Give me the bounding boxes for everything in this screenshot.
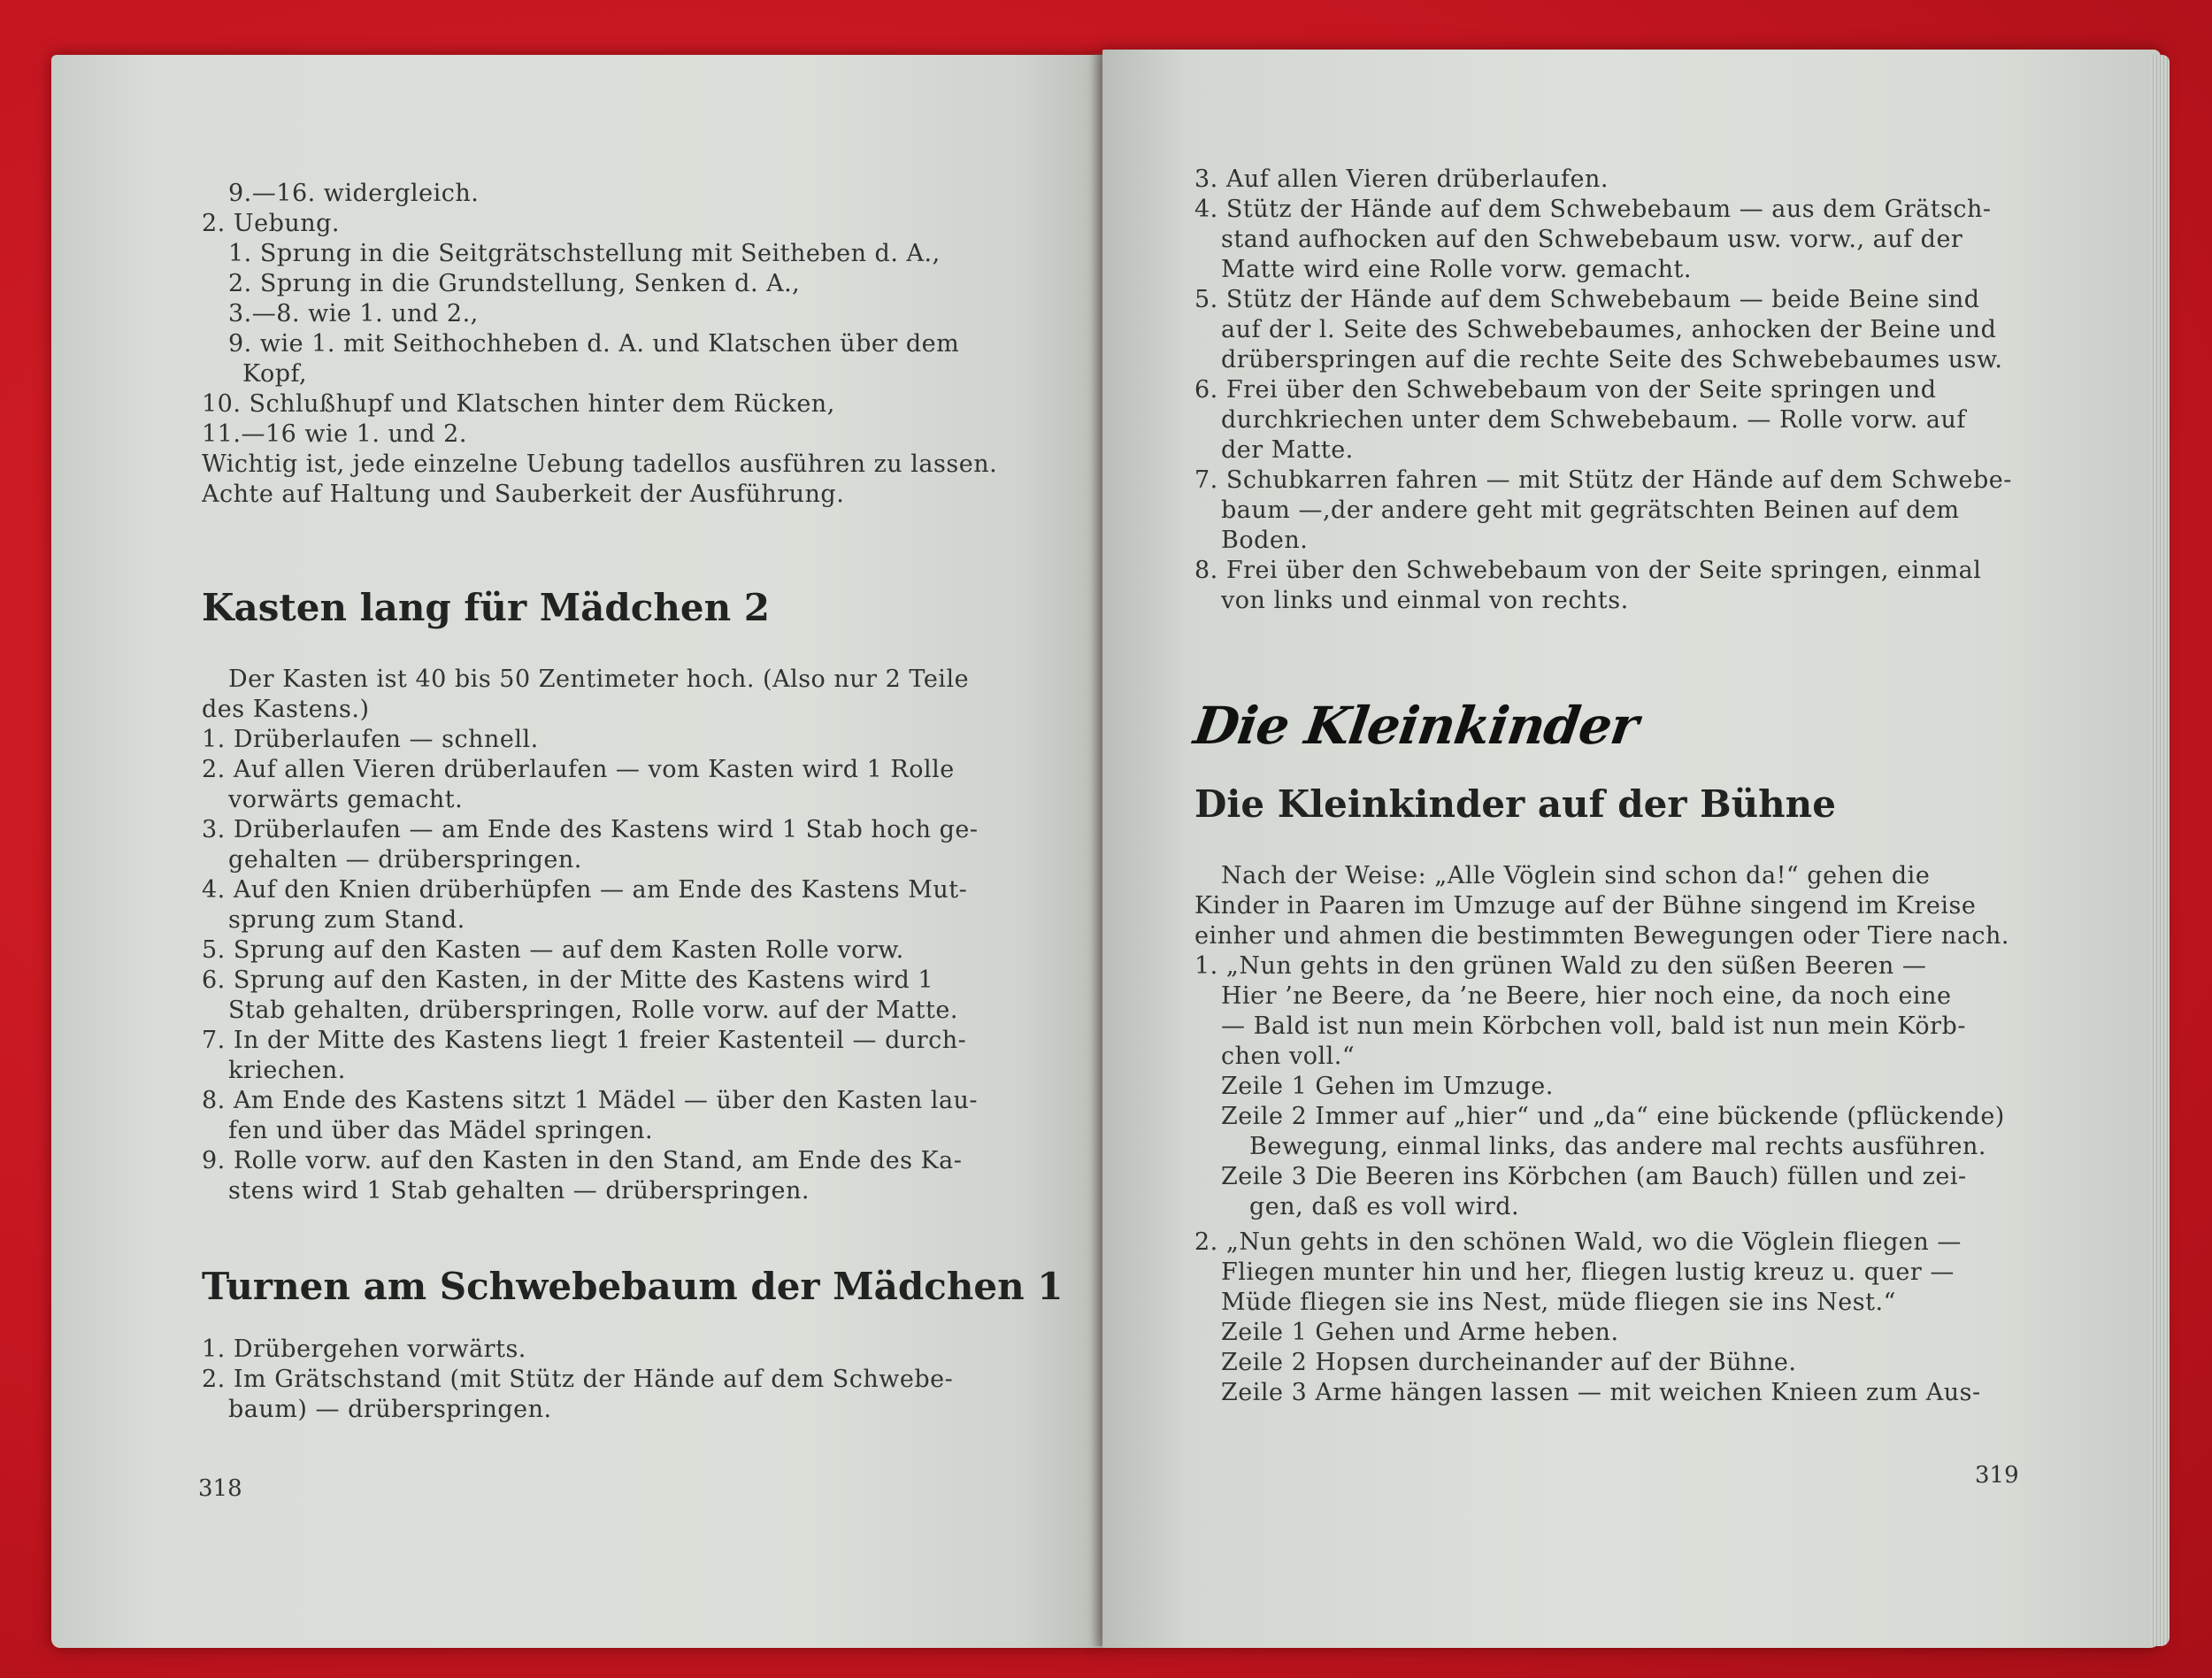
text-line: 2. Uebung. [202, 210, 341, 237]
text-line: 3. Auf allen Vieren drüberlaufen. [1194, 165, 1609, 193]
text-line: 8. Am Ende des Kastens sitzt 1 Mädel — über den Kasten lau- [202, 1087, 979, 1114]
text-line: stand aufhocken auf den Schwebebaum usw. vorw., auf der [1221, 226, 1963, 253]
page-number: 318 [198, 1475, 242, 1502]
text-line: 5. Stütz der Hände auf dem Schwebebaum — beide Beine sind [1194, 286, 1980, 313]
text-line: Zeile 1 Gehen im Umzuge. [1221, 1073, 1554, 1100]
text-line: baum) — drüberspringen. [228, 1396, 552, 1423]
left-page-content [202, 179, 1064, 1425]
text-line: 1. Sprung in die Seitgrätschstellung mit Seitheben d. A., [228, 240, 941, 267]
text-line: 3. Drüberlaufen — am Ende des Kastens wird 1 Stab hoch ge- [202, 816, 979, 843]
text-line: 8. Frei über den Schwebebaum von der Seite springen, einmal [1194, 557, 1982, 584]
section-heading: Die Kleinkinder auf der Bühne [1194, 782, 1836, 826]
text-line: drüberspringen auf die rechte Seite des Schwebebaumes usw. [1221, 346, 2003, 373]
right-page [1102, 50, 2161, 1648]
section-body [202, 1335, 1051, 1425]
text-line: Zeile 3 Arme hängen lassen — mit weichen Knieen zum Aus- [1221, 1379, 1981, 1406]
text-line: Müde fliegen sie ins Nest, müde fliegen sie ins Nest.“ [1221, 1289, 1896, 1316]
text-line: 10. Schlußhupf und Klatschen hinter dem Rücken, [202, 390, 835, 418]
text-line: 2. Auf allen Vieren drüberlaufen — vom Kasten wird 1 Rolle [202, 756, 955, 783]
script-heading: Die Kleinkinder [1190, 696, 1642, 756]
text-line: Stab gehalten, drüberspringen, Rolle vorw. auf der Matte. [228, 997, 958, 1024]
text-line: durchkriechen unter dem Schwebebaum. — Rolle vorw. auf [1221, 406, 1966, 434]
text-line: gen, daß es voll wird. [1249, 1193, 1520, 1220]
text-line: 2. Sprung in die Grundstellung, Senken d. A., [228, 270, 801, 297]
left-page [51, 55, 1106, 1648]
text-line: 3.—8. wie 1. und 2., [228, 300, 479, 327]
text-line: 1. Drüberlaufen — schnell. [202, 726, 539, 753]
section-body [202, 665, 1051, 1206]
text-line: 7. Schubkarren fahren — mit Stütz der Hände auf dem Schwebe- [1194, 466, 2012, 494]
text-line: 9.—16. widergleich. [228, 180, 480, 207]
text-line: fen und über das Mädel springen. [228, 1117, 654, 1144]
section-heading: Kasten lang für Mädchen 2 [202, 586, 770, 629]
text-line: auf der l. Seite des Schwebebaumes, anhocken der Beine und [1221, 316, 1997, 343]
section-body [1194, 861, 2079, 1408]
text-line: chen voll.“ [1221, 1043, 1356, 1070]
text-line: Der Kasten ist 40 bis 50 Zentimeter hoch. (Also nur 2 Teile [228, 666, 970, 693]
exercise-list [1194, 165, 2079, 616]
text-line: Kinder in Paaren im Umzuge auf der Bühne singend im Kreise [1194, 892, 1977, 920]
text-line: Zeile 2 Immer auf „hier“ und „da“ eine bückende (pflückende) [1221, 1103, 2005, 1130]
text-line: Achte auf Haltung und Sauberkeit der Ausführung. [202, 481, 845, 508]
page-number: 319 [1975, 1462, 2019, 1489]
text-line: der Matte. [1221, 436, 1354, 464]
text-line: — Bald ist nun mein Körbchen voll, bald ist nun mein Körb- [1221, 1012, 1966, 1040]
text-line: Zeile 2 Hopsen durcheinander auf der Bühne. [1221, 1349, 1797, 1376]
page-edges [2150, 55, 2170, 1646]
text-line: Nach der Weise: „Alle Vöglein sind schon da!“ gehen die [1221, 862, 1931, 889]
text-line: 4. Stütz der Hände auf dem Schwebebaum — aus dem Grätsch- [1194, 196, 1992, 223]
text-line: von links und einmal von rechts. [1221, 587, 1629, 614]
text-line: Wichtig ist, jede einzelne Uebung tadellos ausführen zu lassen. [202, 450, 998, 478]
text-line: Matte wird eine Rolle vorw. gemacht. [1221, 256, 1692, 283]
section-heading: Turnen am Schwebebaum der Mädchen 1 [202, 1265, 1064, 1308]
text-line: Kopf, [242, 360, 308, 388]
text-line: gehalten — drüberspringen. [228, 846, 582, 874]
text-line: 2. Im Grätschstand (mit Stütz der Hände auf dem Schwebe- [202, 1366, 954, 1393]
text-line: 5. Sprung auf den Kasten — auf dem Kasten Rolle vorw. [202, 936, 904, 964]
text-line: 1. Drübergehen vorwärts. [202, 1335, 526, 1363]
text-line: Fliegen munter hin und her, fliegen lustig kreuz u. quer — [1221, 1258, 1955, 1286]
text-line: stens wird 1 Stab gehalten — drüberspringen. [228, 1177, 810, 1205]
text-line: 6. Frei über den Schwebebaum von der Seite springen und [1194, 376, 1937, 404]
text-line: 6. Sprung auf den Kasten, in der Mitte des Kastens wird 1 [202, 966, 934, 994]
text-line: 9. Rolle vorw. auf den Kasten in den Stand, am Ende des Ka- [202, 1147, 963, 1174]
text-line: Zeile 3 Die Beeren ins Körbchen (am Bauch) füllen und zei- [1221, 1163, 1967, 1190]
text-line: Zeile 1 Gehen und Arme heben. [1221, 1319, 1619, 1346]
exercise-list [202, 179, 1051, 510]
text-line: 9. wie 1. mit Seithochheben d. A. und Klatschen über dem [228, 330, 960, 358]
text-line: 2. „Nun gehts in den schönen Wald, wo die Vöglein fliegen — [1194, 1228, 1962, 1256]
text-line: kriechen. [228, 1057, 346, 1084]
text-line: Hier ’ne Beere, da ’ne Beere, hier noch eine, da noch eine [1221, 982, 1952, 1010]
text-line: baum —,der andere geht mit gegrätschten Beinen auf dem [1221, 496, 1960, 524]
text-line: 7. In der Mitte des Kastens liegt 1 freier Kastenteil — durch- [202, 1027, 967, 1054]
text-line: 1. „Nun gehts in den grünen Wald zu den süßen Beeren — [1194, 952, 1927, 980]
right-page-content [1190, 165, 2079, 1408]
text-line: vorwärts gemacht. [228, 786, 464, 813]
text-line: Boden. [1221, 527, 1309, 554]
text-line: sprung zum Stand. [228, 906, 465, 934]
text-line: 11.—16 wie 1. und 2. [202, 420, 467, 448]
text-line: einher und ahmen die bestimmten Bewegungen oder Tiere nach. [1194, 922, 2010, 950]
text-line: des Kastens.) [202, 696, 370, 723]
text-line: 4. Auf den Knien drüberhüpfen — am Ende des Kastens Mut- [202, 876, 968, 904]
text-line: Bewegung, einmal links, das andere mal rechts ausführen. [1249, 1133, 1986, 1160]
